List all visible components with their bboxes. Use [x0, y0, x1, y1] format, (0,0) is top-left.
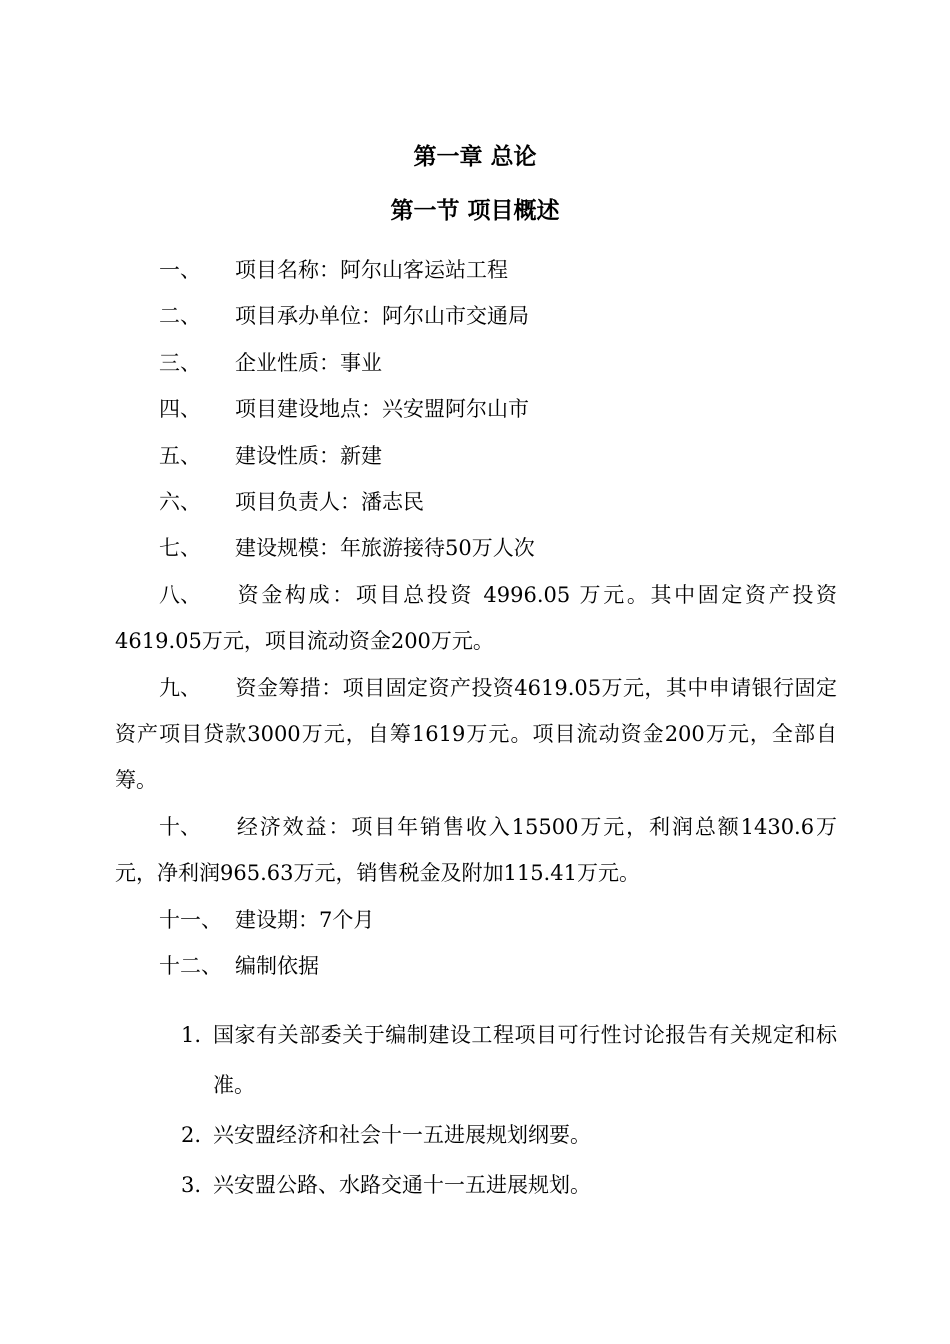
reference-item: 2. 兴安盟经济和社会十一五进展规划纲要。	[181, 1123, 591, 1147]
list-item: 十一、 建设期：7个月	[159, 907, 375, 932]
list-item: 十二、 编制依据	[159, 953, 319, 978]
list-item-paragraph: 九、 资金筹措：项目固定资产投资4619.05万元，其中申请银行固定资产项目贷款3000万元，自筹1619万元。项目流动资金200万元，全部自筹。	[115, 675, 837, 793]
list-item: 一、 项目名称：阿尔山客运站工程	[159, 258, 508, 282]
chapter-title: 第一章 总论	[413, 144, 537, 170]
list-item: 五、 建设性质：新建	[159, 443, 382, 468]
list-item-paragraph: 十、 经济效益：项目年销售收入15500万元，利润总额1430.6万元，净利润965.63万元，销售税金及附加115.41万元。	[115, 814, 837, 886]
list-item: 六、 项目负责人：潘志民	[159, 489, 424, 514]
list-item: 二、 项目承办单位：阿尔山市交通局	[159, 304, 529, 329]
list-item: 七、 建设规模：年旅游接待50万人次	[159, 536, 535, 561]
reference-item: 3. 兴安盟公路、水路交通十一五进展规划。	[181, 1173, 591, 1197]
reference-list	[115, 1010, 837, 1210]
overview-list	[115, 247, 837, 989]
section-title: 第一节 项目概述	[390, 198, 560, 224]
list-item-paragraph: 八、 资金构成：项目总投资 4996.05 万元。其中固定资产投资4619.05万元，项目流动资金200万元。	[115, 582, 837, 654]
reference-item: 1. 国家有关部委关于编制建设工程项目可行性讨论报告有关规定和标准。	[181, 1023, 837, 1097]
list-item: 三、 企业性质：事业	[159, 350, 382, 375]
list-item: 四、 项目建设地点：兴安盟阿尔山市	[159, 397, 529, 422]
